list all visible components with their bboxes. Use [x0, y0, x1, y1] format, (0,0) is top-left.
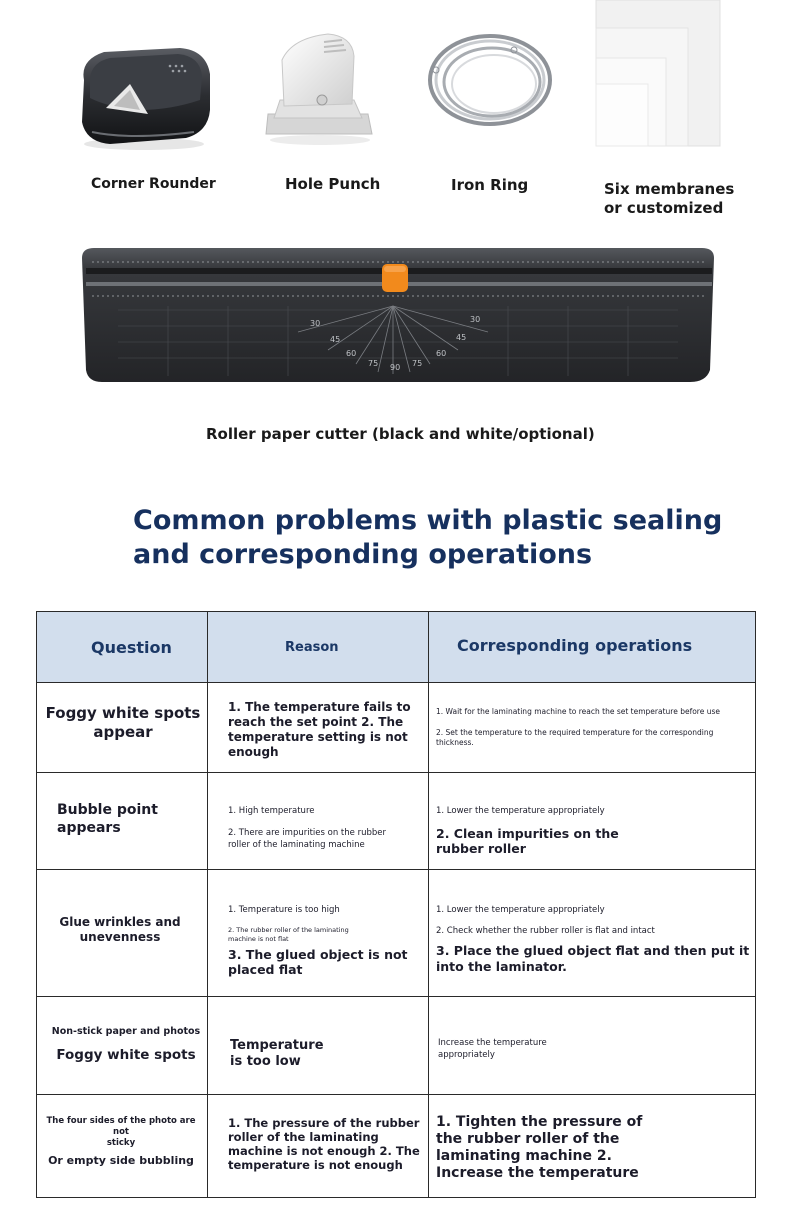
cutter-angle-label: 90: [390, 363, 401, 372]
row4-question: [40, 1026, 212, 1064]
paper-cutter-caption: Roller paper cutter (black and white/optional): [206, 425, 595, 443]
row3-reason-line: placed flat: [228, 962, 303, 977]
membranes-image: [590, 0, 728, 150]
row5-operation-line: laminating machine 2.: [436, 1148, 612, 1164]
cutter-angle-label: 75: [368, 359, 379, 368]
row3-operation-line: 2. Check whether the rubber roller is flat and intact: [436, 926, 655, 936]
row2-operation-line: 1. Lower the temperature appropriately: [436, 806, 605, 816]
row5-reason-line: roller of the laminating: [228, 1130, 379, 1144]
table-column-divider: [207, 611, 208, 1198]
row2-reason-line: 1. High temperature: [228, 806, 315, 816]
row2-reason-line: 2. There are impurities on the rubber: [228, 828, 386, 838]
hole-punch-caption: Hole Punch: [285, 175, 381, 193]
row2-operation-line: 2. Clean impurities on the: [436, 826, 619, 841]
row2-question-line: appears: [57, 820, 121, 836]
row3-reason-line: 1. Temperature is too high: [228, 905, 340, 915]
table-border: [36, 611, 756, 612]
header-question: Question: [91, 638, 172, 657]
corner-rounder-image: [70, 40, 215, 152]
row4-operation: [438, 1037, 547, 1061]
row3-operation-line: 3. Place the glued object flat and then put it: [436, 943, 750, 958]
row2-operation-line: rubber roller: [436, 841, 526, 856]
row4-reason-line: is too low: [230, 1054, 301, 1069]
cutter-angle-label: 60: [436, 349, 447, 358]
table-border: [755, 611, 756, 1198]
row3-operation-line: 1. Lower the temperature appropriately: [436, 905, 605, 915]
cutter-angle-label: 30: [310, 319, 321, 328]
row1-operation-line: 2. Set the temperature to the required temperature for the corresponding: [436, 728, 714, 737]
membranes-caption-line2: or customized: [604, 199, 724, 217]
row4-reason: [230, 1038, 324, 1070]
row3-reason-line: machine is not flat: [228, 935, 289, 943]
row1-reason-line: enough: [228, 745, 279, 759]
table-row-divider: [36, 1094, 756, 1095]
cutter-angle-label: 75: [412, 359, 423, 368]
row5-question-line: sticky: [106, 1138, 136, 1148]
row3-reason-line: 3. The glued object is not: [228, 947, 408, 962]
table-row-divider: [36, 996, 756, 997]
table-row-divider: [36, 772, 756, 773]
cutter-angle-label: 45: [456, 333, 467, 342]
row5-operation-line: 1. Tighten the pressure of: [436, 1114, 643, 1130]
row1-question-line: appear: [93, 723, 153, 741]
row1-reason-line: temperature setting is not: [228, 730, 408, 744]
paper-cutter-image: [78, 240, 718, 388]
iron-ring-image: [424, 28, 556, 132]
table-border: [36, 1197, 756, 1198]
row3-reason: [228, 904, 408, 977]
section-title-line1: Common problems with plastic sealing: [133, 505, 723, 536]
row4-reason-line: Temperature: [230, 1038, 324, 1053]
row1-question-line: Foggy white spots: [45, 704, 201, 722]
row1-reason-line: 1. The temperature fails to: [228, 700, 411, 714]
table-border: [36, 611, 37, 1198]
row5-operation-line: Increase the temperature: [436, 1165, 639, 1181]
row2-reason-line: roller of the laminating machine: [228, 840, 365, 850]
row2-question: [57, 801, 158, 837]
row1-question: [40, 704, 206, 742]
cutter-angle-label: 45: [330, 335, 341, 344]
row2-reason: [228, 805, 386, 851]
row1-reason: [228, 700, 411, 760]
row5-operation: [436, 1114, 642, 1182]
row2-question-line: Bubble point: [57, 802, 158, 818]
row4-question-line: Foggy white spots: [56, 1047, 196, 1063]
row3-question-line: unevenness: [79, 930, 161, 944]
row5-question-line: Or empty side bubbling: [48, 1154, 194, 1167]
row1-reason-line: reach the set point 2. The: [228, 715, 404, 729]
section-title-line2: and corresponding operations: [133, 539, 593, 570]
row1-operation-line: 1. Wait for the laminating machine to reach the set temperature before use: [436, 707, 720, 716]
row5-question: [38, 1116, 204, 1168]
row3-question-line: Glue wrinkles and: [59, 915, 181, 929]
membranes-caption-line1: Six membranes: [604, 180, 735, 198]
row4-question-line: Non-stick paper and photos: [51, 1026, 201, 1037]
row2-operation: [436, 805, 619, 856]
hole-punch-image: [262, 30, 380, 148]
section-title: [133, 504, 753, 572]
table-row-divider: [36, 682, 756, 683]
row1-operation: [436, 707, 720, 748]
row5-question-line: The four sides of the photo are not: [46, 1116, 196, 1137]
header-operations: Corresponding operations: [457, 636, 693, 655]
membranes-caption: [604, 180, 734, 218]
header-reason: Reason: [285, 640, 339, 655]
corner-rounder-caption: Corner Rounder: [91, 176, 216, 192]
row1-operation-line: thickness.: [436, 738, 474, 747]
row5-reason-line: temperature is not enough: [228, 1158, 403, 1172]
row5-reason-line: 1. The pressure of the rubber: [228, 1116, 420, 1130]
row3-operation-line: into the laminator.: [436, 959, 567, 974]
row3-question: [40, 915, 200, 945]
table-row-divider: [36, 869, 756, 870]
row4-operation-line: appropriately: [438, 1050, 495, 1060]
row4-operation-line: Increase the temperature: [438, 1038, 547, 1048]
row5-reason-line: machine is not enough 2. The: [228, 1144, 420, 1158]
cutter-angle-label: 60: [346, 349, 357, 358]
row3-operation: [436, 904, 749, 975]
row5-operation-line: the rubber roller of the: [436, 1131, 620, 1147]
row5-reason: [228, 1116, 420, 1172]
table-column-divider: [428, 611, 429, 1198]
iron-ring-caption: Iron Ring: [451, 176, 529, 194]
row3-reason-line: 2. The rubber roller of the laminating: [228, 926, 349, 934]
cutter-angle-label: 30: [470, 315, 481, 324]
